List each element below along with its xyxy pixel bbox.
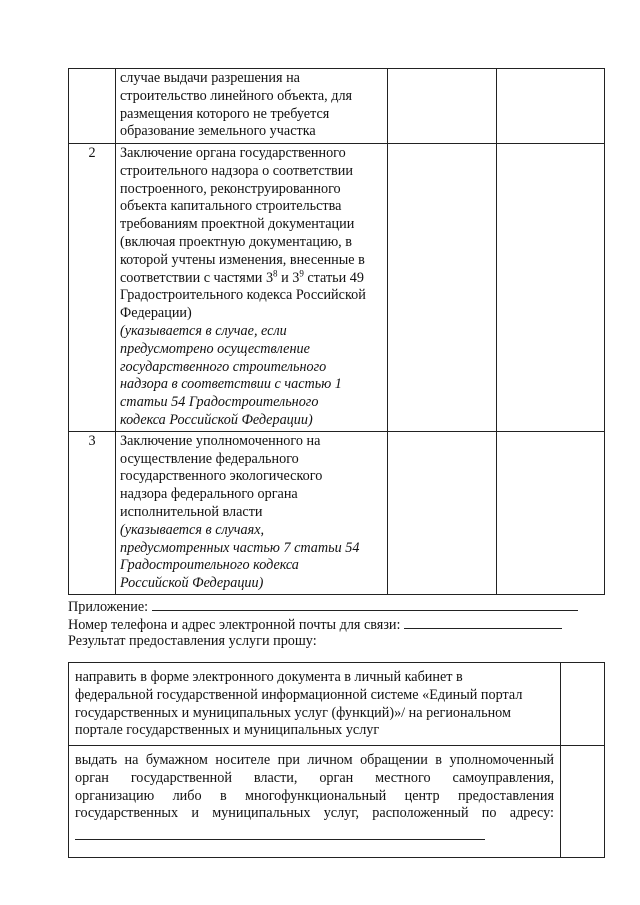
address-input-line[interactable] <box>75 824 485 840</box>
document-name-line: строительство линейного объекта, для <box>120 87 353 104</box>
result-line <box>68 633 317 651</box>
document-name-line: Градостроительного кодекса Российской <box>120 287 366 304</box>
italic-note-line: кодекса Российской Федерации) <box>120 411 313 428</box>
italic-note-line: (указывается в случаях, <box>120 521 265 538</box>
document-name-line: надзора федерального органа <box>120 486 298 503</box>
option-text-line: выдать на бумажном носителе при личном обращении в уполномоченный <box>75 752 554 768</box>
document-details-cell[interactable] <box>388 431 497 594</box>
attachment-line <box>68 597 578 617</box>
option-text-cell <box>69 746 561 858</box>
row-number: 2 <box>69 144 116 432</box>
contact-label: Номер телефона и адрес электронной почты для связи: <box>68 617 401 633</box>
superscript: 8 <box>273 267 278 278</box>
row-number <box>69 69 116 144</box>
document-name-line: Федерации) <box>120 305 192 322</box>
document-name-line: объекта капитального строительства <box>120 198 342 215</box>
document-name-line: Заключение органа государственного <box>120 145 346 161</box>
result-label: Результат предоставления услуги прошу: <box>68 633 317 649</box>
document-name-line: государственного экологического <box>120 468 323 485</box>
row-number: 3 <box>69 431 116 594</box>
document-date-cell[interactable] <box>497 69 605 144</box>
table-row <box>69 69 605 144</box>
documents-table <box>68 68 605 595</box>
contact-input-line[interactable] <box>404 615 562 629</box>
text-fragment: статьи 49 <box>303 269 364 286</box>
document-name-line: требованиям проектной документации <box>120 216 355 233</box>
document-details-cell[interactable] <box>388 144 497 432</box>
option-text-line: направить в форме электронного документа в личный кабинет в <box>75 669 463 685</box>
option-row <box>69 746 605 858</box>
text-fragment: и 3 <box>277 269 300 286</box>
italic-note-line: (указывается в случае, если <box>120 322 287 339</box>
superscript: 9 <box>299 267 304 278</box>
document-name-line: образование земельного участка <box>120 123 316 140</box>
document-name-cell <box>116 69 388 144</box>
document-name-cell <box>116 431 388 594</box>
document-name-line: осуществление федерального <box>120 450 299 467</box>
option-text-line: федеральной государственной информационной системе «Единый портал <box>75 686 523 703</box>
option-checkbox-cell[interactable] <box>561 663 605 746</box>
option-row <box>69 663 605 746</box>
document-name-line: случае выдачи разрешения на <box>120 70 300 86</box>
table-row <box>69 144 605 432</box>
document-name-line: (включая проектную документацию, в <box>120 233 352 250</box>
italic-note-line: надзора в соответствии с частью 1 <box>120 376 342 393</box>
option-text-line: государственных и муниципальных услуг (функций)»/ на региональном <box>75 704 511 721</box>
table-row <box>69 431 605 594</box>
option-text-line: организацию либо в многофункциональный центр предоставления <box>75 787 554 804</box>
document-name-line: размещения которого не требуется <box>120 105 330 122</box>
option-checkbox-cell[interactable] <box>561 746 605 858</box>
attachment-label: Приложение: <box>68 599 149 615</box>
result-options-table <box>68 662 605 858</box>
document-date-cell[interactable] <box>497 431 605 594</box>
document-name-line: которой учтены изменения, внесенные в <box>120 251 365 268</box>
document-name-line: Заключение уполномоченного на <box>120 432 321 449</box>
document-name-line: исполнительной власти <box>120 503 263 520</box>
document-name-line-with-superscripts <box>120 267 383 288</box>
contact-line <box>68 615 562 635</box>
italic-note-line: предусмотренных частью 7 статьи 54 <box>120 539 360 556</box>
attachment-input-line[interactable] <box>152 597 578 611</box>
document-details-cell[interactable] <box>388 69 497 144</box>
text-fragment: соответствии с частями 3 <box>120 269 274 286</box>
option-text-line: портале государственных и муниципальных услуг <box>75 722 380 739</box>
italic-note-line: государственного строительного <box>120 358 327 375</box>
italic-note-line: статьи 54 Градостроительного <box>120 394 319 411</box>
document-date-cell[interactable] <box>497 144 605 432</box>
option-text-line: орган государственной власти, орган местного самоуправления, <box>75 769 554 786</box>
document-name-cell <box>116 144 388 432</box>
italic-note-line: предусмотрено осуществление <box>120 340 310 357</box>
option-text-line: государственных и муниципальных услуг, расположенный по адресу: <box>75 805 554 822</box>
italic-note-line: Российской Федерации) <box>120 575 264 592</box>
document-name-line: строительного надзора о соответствии <box>120 162 353 179</box>
document-name-line: построенного, реконструированного <box>120 180 341 197</box>
italic-note-line: Градостроительного кодекса <box>120 557 299 574</box>
option-text-cell <box>69 663 561 746</box>
